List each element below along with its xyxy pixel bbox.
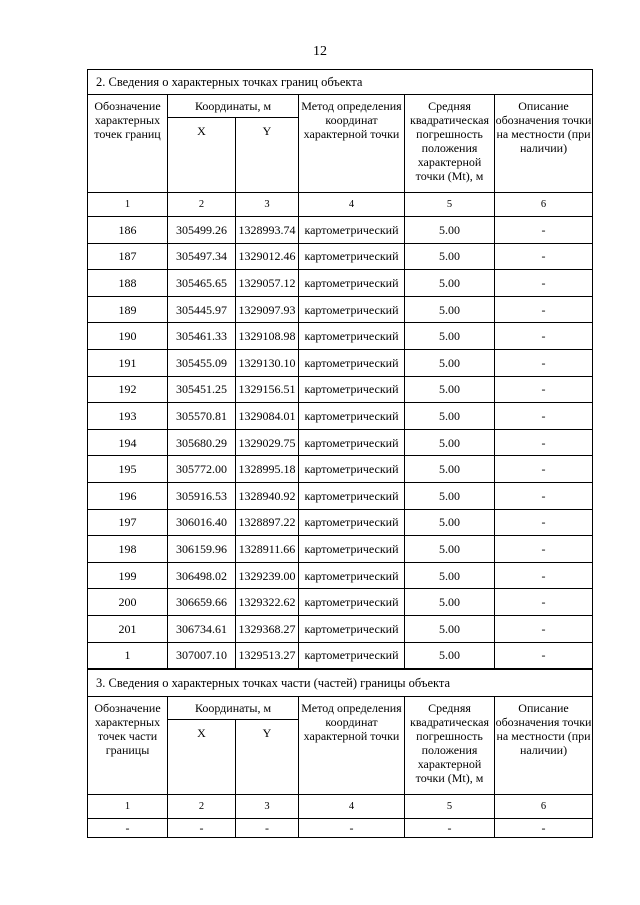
point-id-cell: 191 xyxy=(88,349,168,376)
header-point: Обозначение характерных точек части границы xyxy=(88,697,168,795)
x-coordinate-cell: 306498.02 xyxy=(168,562,236,589)
description-cell: - xyxy=(495,456,593,483)
description-cell: - xyxy=(495,323,593,350)
point-id-cell: 198 xyxy=(88,536,168,563)
accuracy-cell: 5.00 xyxy=(405,376,495,403)
accuracy-cell: 5.00 xyxy=(405,270,495,297)
column-number: 3 xyxy=(236,193,299,217)
column-number: 1 xyxy=(88,795,168,819)
header-y: Y xyxy=(236,720,299,795)
column-number: 2 xyxy=(168,193,236,217)
method-cell: картометрический xyxy=(299,429,405,456)
x-coordinate-cell: 305499.26 xyxy=(168,217,236,244)
table-row xyxy=(88,589,593,616)
x-coordinate-cell: 306734.61 xyxy=(168,615,236,642)
point-id-cell: 196 xyxy=(88,482,168,509)
column-numbers-row xyxy=(88,193,593,217)
x-coordinate-cell: 305445.97 xyxy=(168,296,236,323)
method-cell: картометрический xyxy=(299,349,405,376)
y-coordinate-cell: 1329239.00 xyxy=(236,562,299,589)
x-coordinate-cell: 305451.25 xyxy=(168,376,236,403)
column-number: 3 xyxy=(236,795,299,819)
description-cell: - xyxy=(495,376,593,403)
description-cell: - xyxy=(495,562,593,589)
table-row xyxy=(88,429,593,456)
header-x: X xyxy=(168,118,236,193)
table-row xyxy=(88,509,593,536)
column-number: 2 xyxy=(168,795,236,819)
header-method: Метод определения координат характерной точки xyxy=(299,697,405,795)
method-cell: картометрический xyxy=(299,296,405,323)
accuracy-cell: 5.00 xyxy=(405,482,495,509)
column-numbers-row xyxy=(88,795,593,819)
y-coordinate-cell: 1329368.27 xyxy=(236,615,299,642)
accuracy-cell: 5.00 xyxy=(405,349,495,376)
column-number: 4 xyxy=(299,795,405,819)
x-coordinate-cell: 305465.65 xyxy=(168,270,236,297)
method-cell: - xyxy=(299,819,405,838)
y-coordinate-cell: 1328995.18 xyxy=(236,456,299,483)
x-coordinate-cell: 306159.96 xyxy=(168,536,236,563)
method-cell: картометрический xyxy=(299,456,405,483)
section-title: 3. Сведения о характерных точках части (частей) границы объекта xyxy=(88,670,593,697)
header-point: Обозначение характерных точек границ xyxy=(88,95,168,193)
accuracy-cell: 5.00 xyxy=(405,642,495,669)
header-method: Метод определения координат характерной точки xyxy=(299,95,405,193)
description-cell: - xyxy=(495,536,593,563)
accuracy-cell: 5.00 xyxy=(405,615,495,642)
description-cell: - xyxy=(495,429,593,456)
point-id-cell: 199 xyxy=(88,562,168,589)
accuracy-cell: 5.00 xyxy=(405,323,495,350)
y-coordinate-cell: 1328940.92 xyxy=(236,482,299,509)
accuracy-cell: 5.00 xyxy=(405,403,495,430)
page-number: 12 xyxy=(313,44,327,59)
accuracy-cell: 5.00 xyxy=(405,589,495,616)
x-coordinate-cell: 307007.10 xyxy=(168,642,236,669)
y-coordinate-cell: 1328897.22 xyxy=(236,509,299,536)
accuracy-cell: 5.00 xyxy=(405,536,495,563)
point-id-cell: 188 xyxy=(88,270,168,297)
method-cell: картометрический xyxy=(299,589,405,616)
accuracy-cell: - xyxy=(405,819,495,838)
point-id-cell: 194 xyxy=(88,429,168,456)
header-y: Y xyxy=(236,118,299,193)
y-coordinate-cell: 1329322.62 xyxy=(236,589,299,616)
accuracy-cell: 5.00 xyxy=(405,562,495,589)
header-coordinates: Координаты, м xyxy=(168,697,299,720)
y-coordinate-cell: 1329012.46 xyxy=(236,243,299,270)
point-id-cell: 189 xyxy=(88,296,168,323)
point-id-cell: 1 xyxy=(88,642,168,669)
accuracy-cell: 5.00 xyxy=(405,509,495,536)
description-cell: - xyxy=(495,509,593,536)
column-number: 4 xyxy=(299,193,405,217)
header-accuracy: Средняя квадратическая погрешность положения характерной точки (Mt), м xyxy=(405,697,495,795)
table-row xyxy=(88,349,593,376)
y-coordinate-cell: 1329513.27 xyxy=(236,642,299,669)
description-cell: - xyxy=(495,819,593,838)
point-id-cell: 201 xyxy=(88,615,168,642)
description-cell: - xyxy=(495,217,593,244)
point-id-cell: 193 xyxy=(88,403,168,430)
y-coordinate-cell: 1329057.12 xyxy=(236,270,299,297)
table-row xyxy=(88,562,593,589)
x-coordinate-cell: 305916.53 xyxy=(168,482,236,509)
header-description: Описание обозначения точки на местности (при наличии) xyxy=(495,697,593,795)
point-id-cell: 186 xyxy=(88,217,168,244)
description-cell: - xyxy=(495,243,593,270)
boundary-points-table xyxy=(87,69,593,669)
description-cell: - xyxy=(495,403,593,430)
y-coordinate-cell: - xyxy=(236,819,299,838)
point-id-cell: 195 xyxy=(88,456,168,483)
table-row xyxy=(88,456,593,483)
method-cell: картометрический xyxy=(299,642,405,669)
header-x: X xyxy=(168,720,236,795)
column-number: 5 xyxy=(405,795,495,819)
header-description: Описание обозначения точки на местности (при наличии) xyxy=(495,95,593,193)
method-cell: картометрический xyxy=(299,536,405,563)
x-coordinate-cell: 305772.00 xyxy=(168,456,236,483)
method-cell: картометрический xyxy=(299,615,405,642)
point-id-cell: 192 xyxy=(88,376,168,403)
header-accuracy: Средняя квадратическая погрешность положения характерной точки (Mt), м xyxy=(405,95,495,193)
column-number: 6 xyxy=(495,193,593,217)
y-coordinate-cell: 1328911.66 xyxy=(236,536,299,563)
y-coordinate-cell: 1329130.10 xyxy=(236,349,299,376)
part-boundary-points-table xyxy=(87,669,593,838)
description-cell: - xyxy=(495,349,593,376)
y-coordinate-cell: 1329029.75 xyxy=(236,429,299,456)
point-id-cell: 187 xyxy=(88,243,168,270)
table-row xyxy=(88,819,593,838)
description-cell: - xyxy=(495,270,593,297)
method-cell: картометрический xyxy=(299,323,405,350)
description-cell: - xyxy=(495,482,593,509)
table-row xyxy=(88,323,593,350)
column-number: 5 xyxy=(405,193,495,217)
column-number: 1 xyxy=(88,193,168,217)
method-cell: картометрический xyxy=(299,270,405,297)
x-coordinate-cell: 305455.09 xyxy=(168,349,236,376)
y-coordinate-cell: 1329108.98 xyxy=(236,323,299,350)
table-row xyxy=(88,243,593,270)
point-id-cell: 200 xyxy=(88,589,168,616)
y-coordinate-cell: 1329097.93 xyxy=(236,296,299,323)
point-id-cell: - xyxy=(88,819,168,838)
accuracy-cell: 5.00 xyxy=(405,217,495,244)
description-cell: - xyxy=(495,615,593,642)
x-coordinate-cell: - xyxy=(168,819,236,838)
x-coordinate-cell: 305570.81 xyxy=(168,403,236,430)
accuracy-cell: 5.00 xyxy=(405,429,495,456)
table-row xyxy=(88,403,593,430)
description-cell: - xyxy=(495,296,593,323)
table-row xyxy=(88,217,593,244)
accuracy-cell: 5.00 xyxy=(405,243,495,270)
section-title: 2. Сведения о характерных точках границ объекта xyxy=(88,70,593,95)
y-coordinate-cell: 1328993.74 xyxy=(236,217,299,244)
y-coordinate-cell: 1329084.01 xyxy=(236,403,299,430)
method-cell: картометрический xyxy=(299,376,405,403)
table-row xyxy=(88,482,593,509)
header-coordinates: Координаты, м xyxy=(168,95,299,118)
point-id-cell: 197 xyxy=(88,509,168,536)
table-row xyxy=(88,376,593,403)
method-cell: картометрический xyxy=(299,403,405,430)
x-coordinate-cell: 306016.40 xyxy=(168,509,236,536)
method-cell: картометрический xyxy=(299,482,405,509)
x-coordinate-cell: 305461.33 xyxy=(168,323,236,350)
y-coordinate-cell: 1329156.51 xyxy=(236,376,299,403)
accuracy-cell: 5.00 xyxy=(405,296,495,323)
table-row xyxy=(88,270,593,297)
x-coordinate-cell: 306659.66 xyxy=(168,589,236,616)
table-row xyxy=(88,642,593,669)
accuracy-cell: 5.00 xyxy=(405,456,495,483)
description-cell: - xyxy=(495,642,593,669)
column-number: 6 xyxy=(495,795,593,819)
description-cell: - xyxy=(495,589,593,616)
method-cell: картометрический xyxy=(299,509,405,536)
point-id-cell: 190 xyxy=(88,323,168,350)
table-row xyxy=(88,296,593,323)
x-coordinate-cell: 305497.34 xyxy=(168,243,236,270)
method-cell: картометрический xyxy=(299,562,405,589)
method-cell: картометрический xyxy=(299,243,405,270)
x-coordinate-cell: 305680.29 xyxy=(168,429,236,456)
table-row xyxy=(88,536,593,563)
method-cell: картометрический xyxy=(299,217,405,244)
table-row xyxy=(88,615,593,642)
